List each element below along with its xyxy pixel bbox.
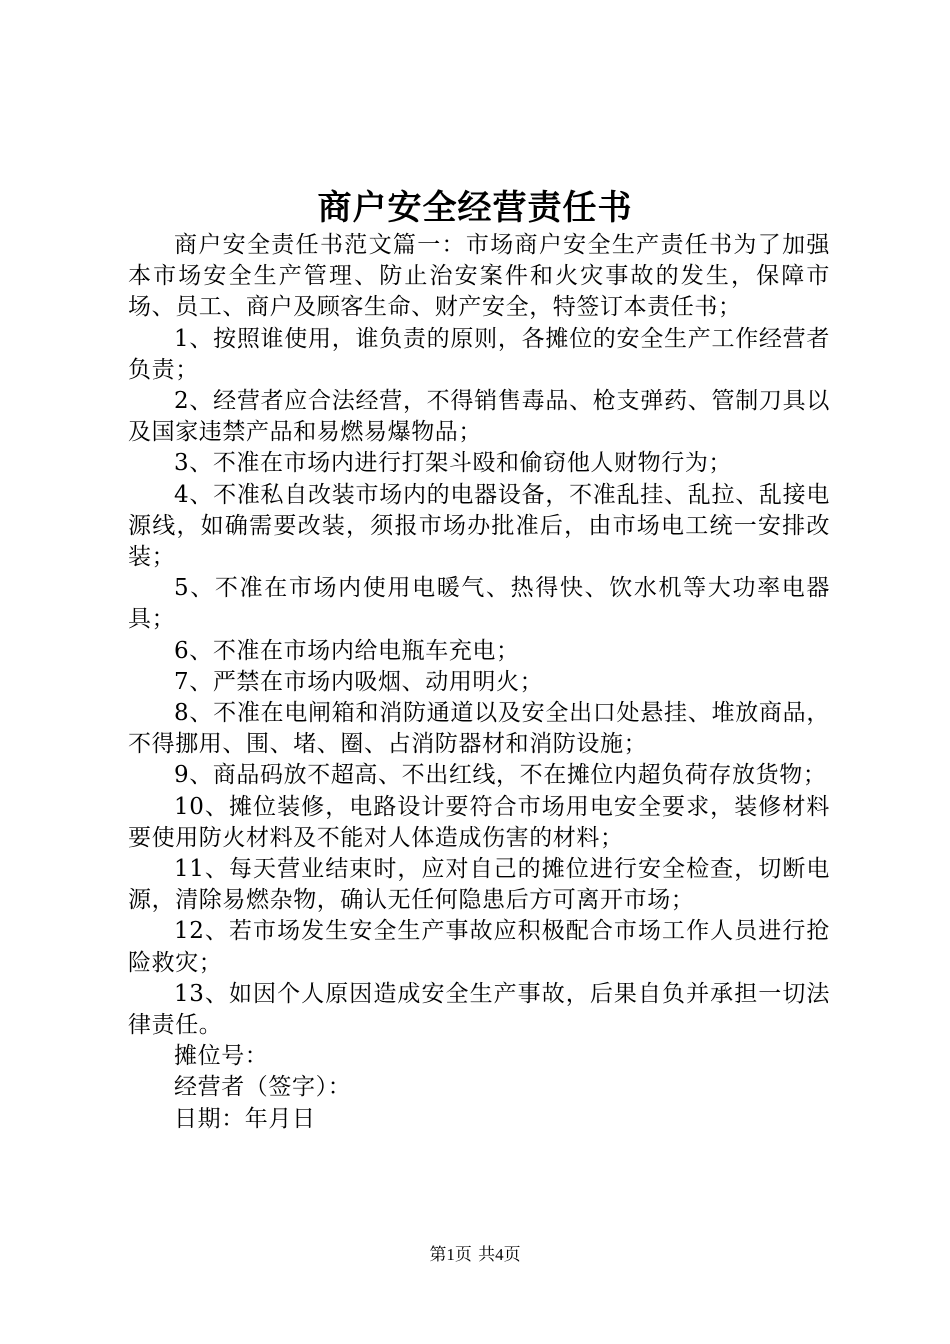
clause-1: 1、按照谁使用，谁负责的原则，各摊位的安全生产工作经营者负责； (128, 325, 830, 383)
date-line: 日期：年月日 (174, 1105, 316, 1132)
clause-10: 10、摊位装修，电路设计要符合市场用电安全要求，装修材料要使用防火材料及不能对人体造成伤害的材料； (128, 793, 830, 851)
clause-12: 12、若市场发生安全生产事故应积极配合市场工作人员进行抢险救灾； (128, 918, 830, 976)
document-body (128, 230, 830, 1135)
paragraph-intro: 商户安全责任书范文篇一：市场商户安全生产责任书为了加强本市场安全生产管理、防止治安案件和火灾事故的发生，保障市场、员工、商户及顾客生命、财产安全，特签订本责任书； (128, 232, 830, 321)
clause-13: 13、如因个人原因造成安全生产事故，后果自负并承担一切法律责任。 (128, 980, 830, 1039)
clause-6: 6、不准在市场内给电瓶车充电； (174, 637, 520, 664)
clause-3: 3、不准在市场内进行打架斗殴和偷窃他人财物行为； (174, 450, 733, 477)
clause-5: 5、不准在市场内使用电暖气、热得快、饮水机等大功率电器具； (128, 575, 830, 633)
clause-2: 2、经营者应合法经营，不得销售毒品、枪支弹药、管制刀具以及国家违禁产品和易燃易爆物品； (128, 388, 830, 446)
clause-7: 7、严禁在市场内吸烟、动用明火； (174, 668, 544, 695)
clause-9: 9、商品码放不超高、不出红线，不在摊位内超负荷存放货物； (174, 762, 827, 789)
clause-11: 11、每天营业结束时，应对自己的摊位进行安全检查，切断电源，清除易燃杂物，确认无任何隐患后方可离开市场； (128, 856, 830, 914)
document-title: 商户安全经营责任书 (317, 188, 633, 228)
clause-4: 4、不准私自改装市场内的电器设备，不准乱挂、乱拉、乱接电源线，如确需要改装，须报市场办批准后，由市场电工统一安排改装； (128, 481, 830, 571)
stall-number-line: 摊位号： (174, 1043, 269, 1070)
page-number-footer: 第1页 共4页 (429, 1245, 521, 1264)
clause-8: 8、不准在电闸箱和消防通道以及安全出口处悬挂、堆放商品，不得挪用、围、堵、圈、占消防器材和消防设施； (128, 700, 830, 758)
operator-signature-line: 经营者（签字）： (174, 1074, 352, 1101)
